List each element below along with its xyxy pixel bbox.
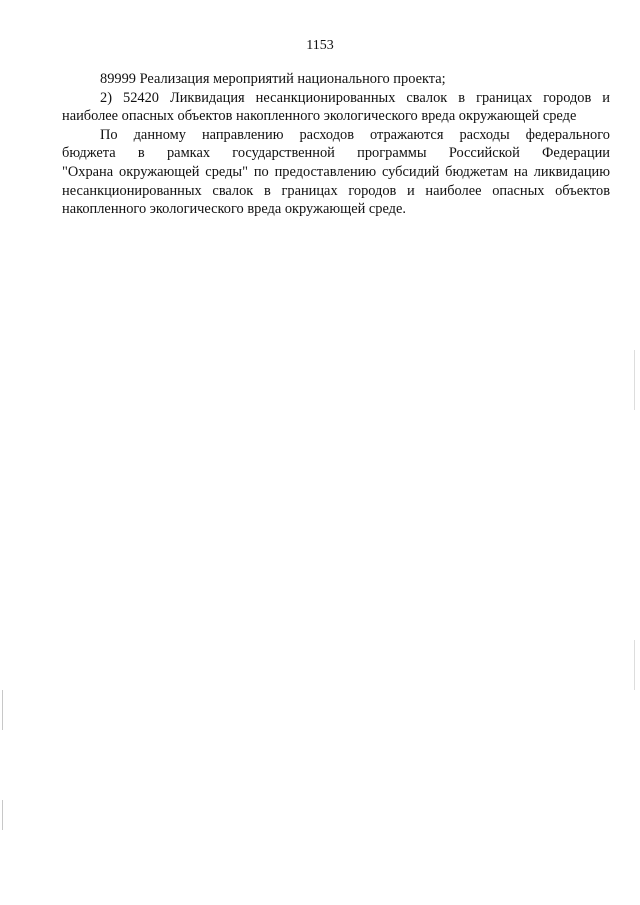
document-body [62,70,610,219]
paragraph-line: 89999 Реализация мероприятий национального проекта; [100,71,446,87]
page-number: 1153 [306,38,334,53]
paragraph-description [62,126,610,219]
scan-artifact [634,350,635,410]
scan-artifact [634,640,635,690]
paragraph-line: "Охрана окружающей среды" по предоставлению субсидий бюджетам на ликвидацию [62,163,610,180]
paragraph-line: По данному направлению расходов отражаются расходы федерального [100,126,610,143]
paragraph-line: бюджета в рамках государственной программы Российской Федерации [62,145,610,162]
paragraph-budget-code [62,70,610,89]
paragraph-line: 2) 52420 Ликвидация несанкционированных свалок в границах городов и [100,89,610,106]
paragraph-item-heading [62,89,610,126]
scan-artifact [2,690,3,730]
paragraph-line: накопленного экологического вреда окружающей среде. [62,201,406,218]
scan-artifact [2,800,3,830]
paragraph-line: наиболее опасных объектов накопленного экологического вреда окружающей среде [62,108,577,125]
paragraph-line: несанкционированных свалок в границах городов и наиболее опасных объектов [62,182,610,199]
